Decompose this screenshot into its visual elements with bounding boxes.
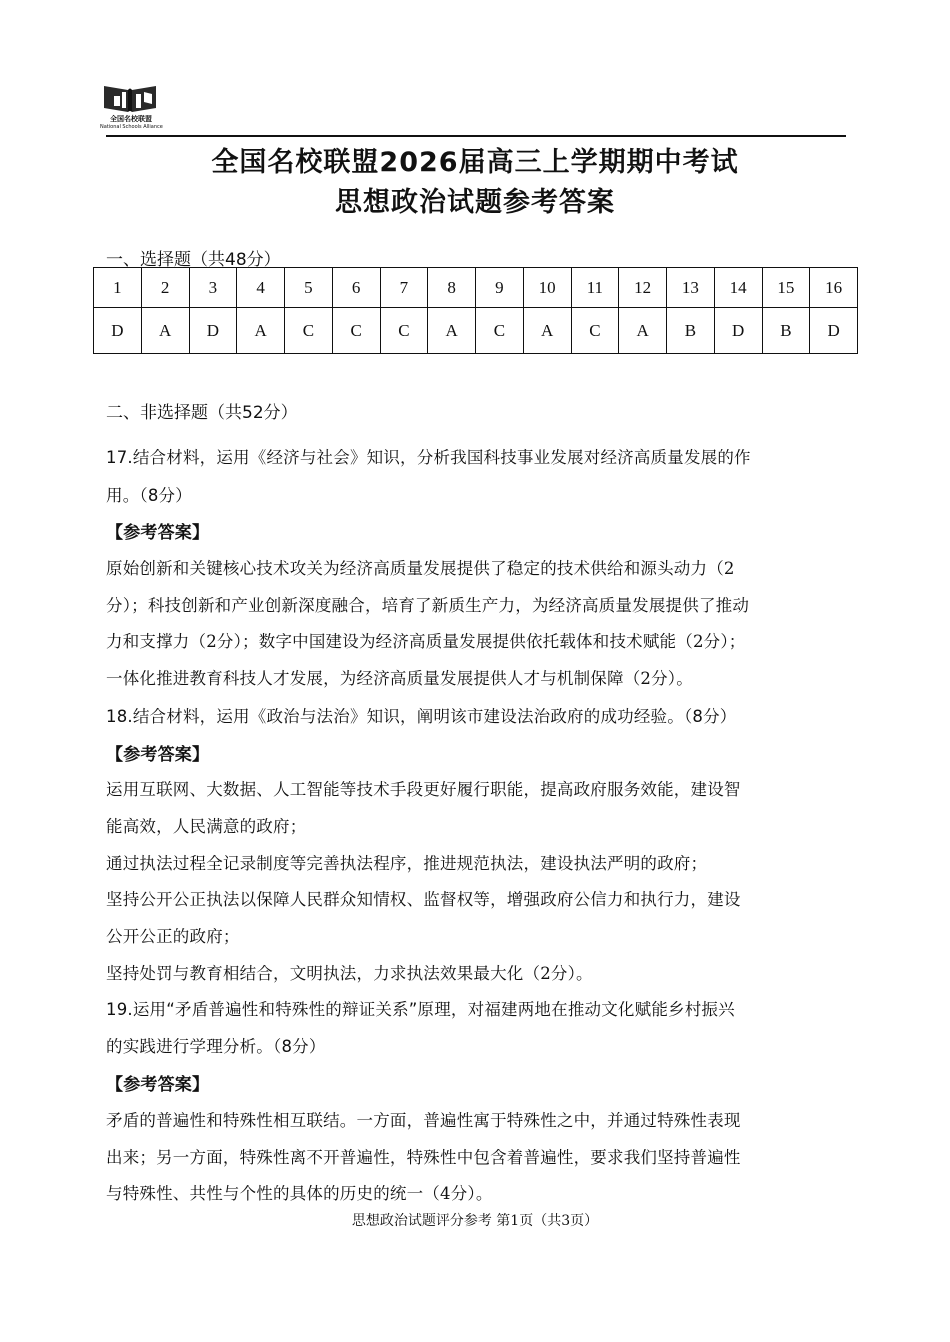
question-19-text: 的实践进行学理分析。（8分） [106, 1037, 326, 1056]
question-18-text: 18.结合材料，运用《政治与法治》知识，阐明该市建设法治政府的成功经验。（8分） [106, 707, 737, 726]
question-number-cell: 6 [332, 268, 380, 308]
answer-18-text: 公开公正的政府； [106, 927, 240, 946]
answer-cell: C [476, 308, 524, 354]
question-number-cell: 4 [237, 268, 285, 308]
answer-cell: D [94, 308, 142, 354]
question-number-cell: 1 [94, 268, 142, 308]
question-number-cell: 7 [380, 268, 428, 308]
answer-cell: A [237, 308, 285, 354]
question-number-cell: 8 [428, 268, 476, 308]
exam-subtitle: 思想政治试题参考答案 [335, 187, 615, 218]
page-footer: 思想政治试题评分参考 第1页（共3页） [351, 1213, 599, 1229]
section-open-questions-heading: 二、非选择题（共52分） [106, 403, 298, 423]
answer-cell: A [428, 308, 476, 354]
answer-cell: C [571, 308, 619, 354]
question-19-text: 19.运用“矛盾普遍性和特殊性的辩证关系”原理，对福建两地在推动文化赋能乡村振兴 [106, 1000, 735, 1019]
question-number-cell: 13 [667, 268, 715, 308]
question-number-cell: 3 [189, 268, 237, 308]
answer-19-text: 出来；另一方面，特殊性离不开普遍性，特殊性中包含着普遍性，要求我们坚持普遍性 [106, 1148, 741, 1167]
reference-answer-label: 【参考答案】 [106, 523, 210, 543]
answer-18-text: 坚持处罚与教育相结合，文明执法，力求执法效果最大化（2分）。 [106, 964, 593, 983]
answer-18-text: 运用互联网、大数据、人工智能等技术手段更好履行职能，提高政府服务效能，建设智 [106, 780, 741, 799]
exam-title: 全国名校联盟2026届高三上学期期中考试 [211, 147, 739, 178]
answer-18-text: 通过执法过程全记录制度等完善执法程序，推进规范执法，建设执法严明的政府； [106, 854, 708, 873]
answer-18-text: 能高效，人民满意的政府； [106, 817, 307, 836]
section-multiple-choice-heading: 一、选择题（共48分） [106, 250, 281, 270]
answer-cell: B [762, 308, 810, 354]
question-number-cell: 9 [476, 268, 524, 308]
reference-answer-label: 【参考答案】 [106, 745, 210, 765]
answer-cell: A [523, 308, 571, 354]
answer-cell: C [332, 308, 380, 354]
answer-18-text: 坚持公开公正执法以保障人民群众知情权、监督权等，增强政府公信力和执行力，建设 [106, 890, 741, 909]
answer-cell: D [714, 308, 762, 354]
question-17-text: 17.结合材料，运用《经济与社会》知识，分析我国科技事业发展对经济高质量发展的作 [106, 448, 751, 467]
answer-19-text: 与特殊性、共性与个性的具体的历史的统一（4分）。 [106, 1184, 493, 1203]
answer-cell: C [380, 308, 428, 354]
answer-17-text: 分）；科技创新和产业创新深度融合，培育了新质生产力，为经济高质量发展提供了推动 [106, 596, 750, 615]
answer-cell: B [667, 308, 715, 354]
question-number-cell: 15 [762, 268, 810, 308]
question-number-cell: 14 [714, 268, 762, 308]
answer-cell: D [189, 308, 237, 354]
answer-cell: A [619, 308, 667, 354]
question-number-cell: 5 [285, 268, 333, 308]
answer-cell: A [141, 308, 189, 354]
reference-answer-label: 【参考答案】 [106, 1075, 210, 1095]
logo-english-text: National Schools Alliance [100, 124, 163, 130]
answer-17-text: 力和支撑力（2分）；数字中国建设为经济高质量发展提供依托载体和技术赋能（2分）； [106, 632, 746, 651]
answer-17-text: 原始创新和关键核心技术攻关为经济高质量发展提供了稳定的技术供给和源头动力（2 [106, 559, 735, 578]
question-number-row [94, 268, 858, 308]
answer-key-table [93, 267, 858, 354]
question-number-cell: 12 [619, 268, 667, 308]
question-number-cell: 11 [571, 268, 619, 308]
book-emblem-icon [100, 82, 160, 114]
question-17-text: 用。（8分） [106, 486, 192, 505]
question-number-cell: 10 [523, 268, 571, 308]
school-alliance-logo [100, 82, 163, 134]
answer-17-text: 一体化推进教育科技人才发展，为经济高质量发展提供人才与机制保障（2分）。 [106, 669, 693, 688]
answer-row [94, 308, 858, 354]
answer-cell: D [810, 308, 858, 354]
logo-chinese-text: 全国名校联盟 [110, 115, 152, 123]
question-number-cell: 16 [810, 268, 858, 308]
question-number-cell: 2 [141, 268, 189, 308]
answer-19-text: 矛盾的普遍性和特殊性相互联结。一方面，普遍性寓于特殊性之中，并通过特殊性表现 [106, 1111, 741, 1130]
header-rule [106, 135, 846, 137]
answer-cell: C [285, 308, 333, 354]
